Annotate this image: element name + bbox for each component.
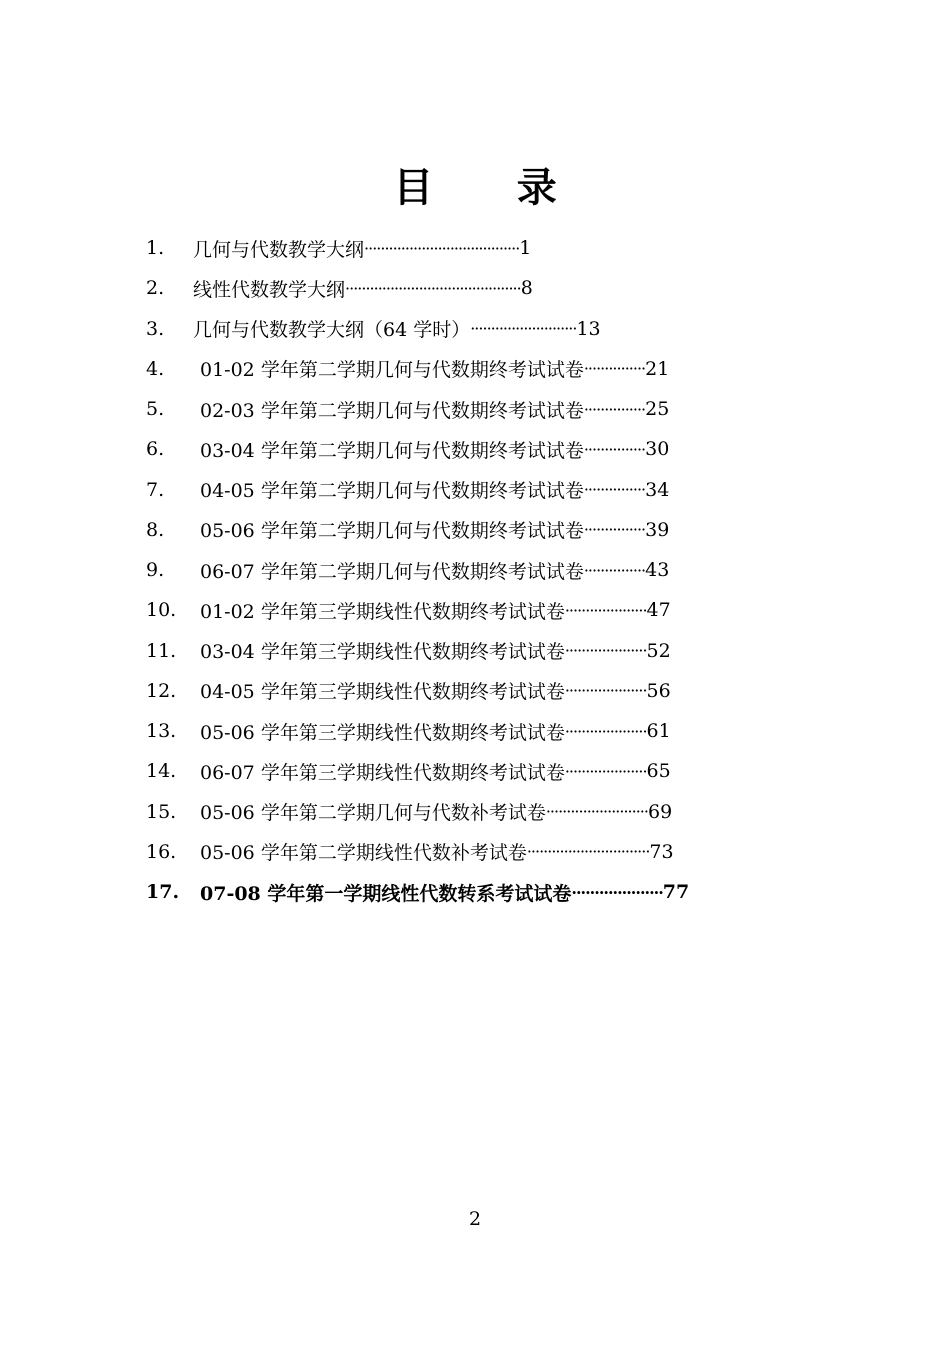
toc-entry-page: 8 bbox=[520, 277, 533, 300]
toc-entry-page: 56 bbox=[646, 679, 671, 702]
toc-entry[interactable] bbox=[146, 228, 826, 268]
toc-entry-leader: ···················· bbox=[564, 721, 647, 741]
toc-entry[interactable] bbox=[146, 872, 826, 912]
page-title: 目 录 bbox=[393, 165, 557, 211]
toc-entry-number: 13. bbox=[146, 720, 177, 743]
toc-entry-title: 03-04 学年第三学期线性代数期终考试试卷 bbox=[200, 641, 565, 664]
toc-entry-number: 12. bbox=[146, 679, 177, 702]
toc-entry-number: 5. bbox=[146, 398, 165, 421]
toc-entry-page: 65 bbox=[646, 760, 671, 783]
toc-entry[interactable] bbox=[146, 711, 826, 751]
toc-entry-page: 25 bbox=[645, 398, 670, 421]
toc-entry-title: 03-04 学年第二学期几何与代数期终考试试卷 bbox=[200, 439, 584, 462]
toc-entry-number: 10. bbox=[146, 599, 177, 622]
toc-entry-leader: ··············· bbox=[583, 520, 646, 540]
toc-entry-number: 9. bbox=[146, 559, 165, 582]
toc-entry-title: 04-05 学年第二学期几何与代数期终考试试卷 bbox=[200, 480, 584, 503]
toc-entry-title: 04-05 学年第三学期线性代数期终考试试卷 bbox=[200, 681, 565, 704]
toc-entry-page: 61 bbox=[646, 720, 671, 743]
toc-entry-leader: ······························ bbox=[526, 842, 650, 862]
toc-entry-number: 2. bbox=[146, 277, 165, 300]
toc-entry-title: 05-06 学年第二学期几何与代数期终考试试卷 bbox=[200, 520, 584, 543]
toc-entry-title: 01-02 学年第三学期线性代数期终考试试卷 bbox=[200, 600, 565, 623]
toc-entry-title: 05-06 学年第二学期线性代数补考试卷 bbox=[200, 842, 527, 865]
toc-entry-page: 39 bbox=[645, 518, 670, 541]
toc-entry-title: 几何与代数教学大纲（64 学时） bbox=[193, 319, 471, 342]
toc-entry-page: 73 bbox=[649, 840, 674, 863]
toc-entry-number: 11. bbox=[146, 639, 177, 662]
toc-entry-page: 43 bbox=[645, 559, 670, 582]
toc-entry[interactable] bbox=[146, 309, 826, 349]
toc-entry-number: 3. bbox=[146, 317, 165, 340]
toc-entry-page: 1 bbox=[519, 237, 532, 260]
toc-entry-title: 06-07 学年第三学期线性代数期终考试试卷 bbox=[200, 761, 565, 784]
toc-entry[interactable] bbox=[146, 470, 826, 510]
toc-entry-page: 21 bbox=[645, 357, 670, 380]
toc-entry[interactable] bbox=[146, 631, 826, 671]
toc-entry[interactable] bbox=[146, 792, 826, 832]
toc-entry-title: 几何与代数教学大纲 bbox=[193, 238, 365, 261]
toc-entry[interactable] bbox=[146, 510, 826, 550]
toc-entry-title: 05-06 学年第三学期线性代数期终考试试卷 bbox=[200, 721, 565, 744]
toc-entry-leader: ··············· bbox=[583, 399, 646, 419]
toc-entry-leader: ···················· bbox=[564, 600, 647, 620]
toc-entry[interactable] bbox=[146, 590, 826, 630]
toc-entry[interactable] bbox=[146, 429, 826, 469]
toc-entry[interactable] bbox=[146, 268, 826, 308]
toc-entry[interactable] bbox=[146, 389, 826, 429]
toc-entry-number: 7. bbox=[146, 478, 165, 501]
toc-entry-number: 1. bbox=[146, 237, 165, 260]
toc-entry[interactable] bbox=[146, 671, 826, 711]
toc-entry-leader: ··········································· bbox=[345, 278, 521, 298]
toc-entry-leader: ··············· bbox=[583, 359, 646, 379]
toc-entry-page: 34 bbox=[645, 478, 670, 501]
toc-entry-title: 线性代数教学大纲 bbox=[193, 278, 346, 301]
toc-entry-number: 17. bbox=[146, 881, 180, 904]
table-of-contents bbox=[146, 228, 826, 912]
toc-entry-leader: ··············· bbox=[583, 439, 646, 459]
toc-entry-leader: ···················· bbox=[571, 882, 663, 902]
toc-entry-title: 02-03 学年第二学期几何与代数期终考试试卷 bbox=[200, 399, 584, 422]
toc-entry-title: 05-06 学年第二学期几何与代数补考试卷 bbox=[200, 802, 546, 825]
toc-entry-leader: ·························· bbox=[470, 319, 577, 339]
toc-entry[interactable] bbox=[146, 832, 826, 872]
toc-entry[interactable] bbox=[146, 550, 826, 590]
toc-entry-leader: ···················· bbox=[564, 641, 647, 661]
toc-entry-title: 07-08 学年第一学期线性代数转系考试试卷 bbox=[200, 882, 572, 905]
toc-entry-number: 4. bbox=[146, 357, 165, 380]
toc-entry-leader: ······································ bbox=[364, 238, 520, 258]
toc-entry-page: 77 bbox=[662, 881, 690, 904]
toc-entry-leader: ···················· bbox=[564, 681, 647, 701]
toc-entry-page: 69 bbox=[647, 800, 673, 823]
toc-entry-number: 14. bbox=[146, 760, 177, 783]
toc-entry-page: 13 bbox=[576, 317, 601, 340]
toc-entry-title: 01-02 学年第二学期几何与代数期终考试试卷 bbox=[200, 359, 584, 382]
toc-entry-page: 30 bbox=[645, 438, 670, 461]
toc-entry[interactable] bbox=[146, 349, 826, 389]
toc-entry-number: 15. bbox=[146, 800, 177, 823]
toc-entry-leader: ··············· bbox=[583, 560, 646, 580]
toc-entry-title: 06-07 学年第二学期几何与代数期终考试试卷 bbox=[200, 560, 584, 583]
toc-entry-leader: ························· bbox=[545, 802, 648, 822]
page-number: 2 bbox=[468, 1208, 482, 1230]
toc-entry-leader: ··············· bbox=[583, 480, 646, 500]
toc-entry-number: 6. bbox=[146, 438, 165, 461]
toc-entry[interactable] bbox=[146, 751, 826, 791]
toc-entry-page: 52 bbox=[646, 639, 671, 662]
toc-entry-number: 8. bbox=[146, 518, 165, 541]
toc-entry-leader: ···················· bbox=[564, 761, 647, 781]
toc-entry-number: 16. bbox=[146, 840, 177, 863]
toc-entry-page: 47 bbox=[646, 599, 671, 622]
